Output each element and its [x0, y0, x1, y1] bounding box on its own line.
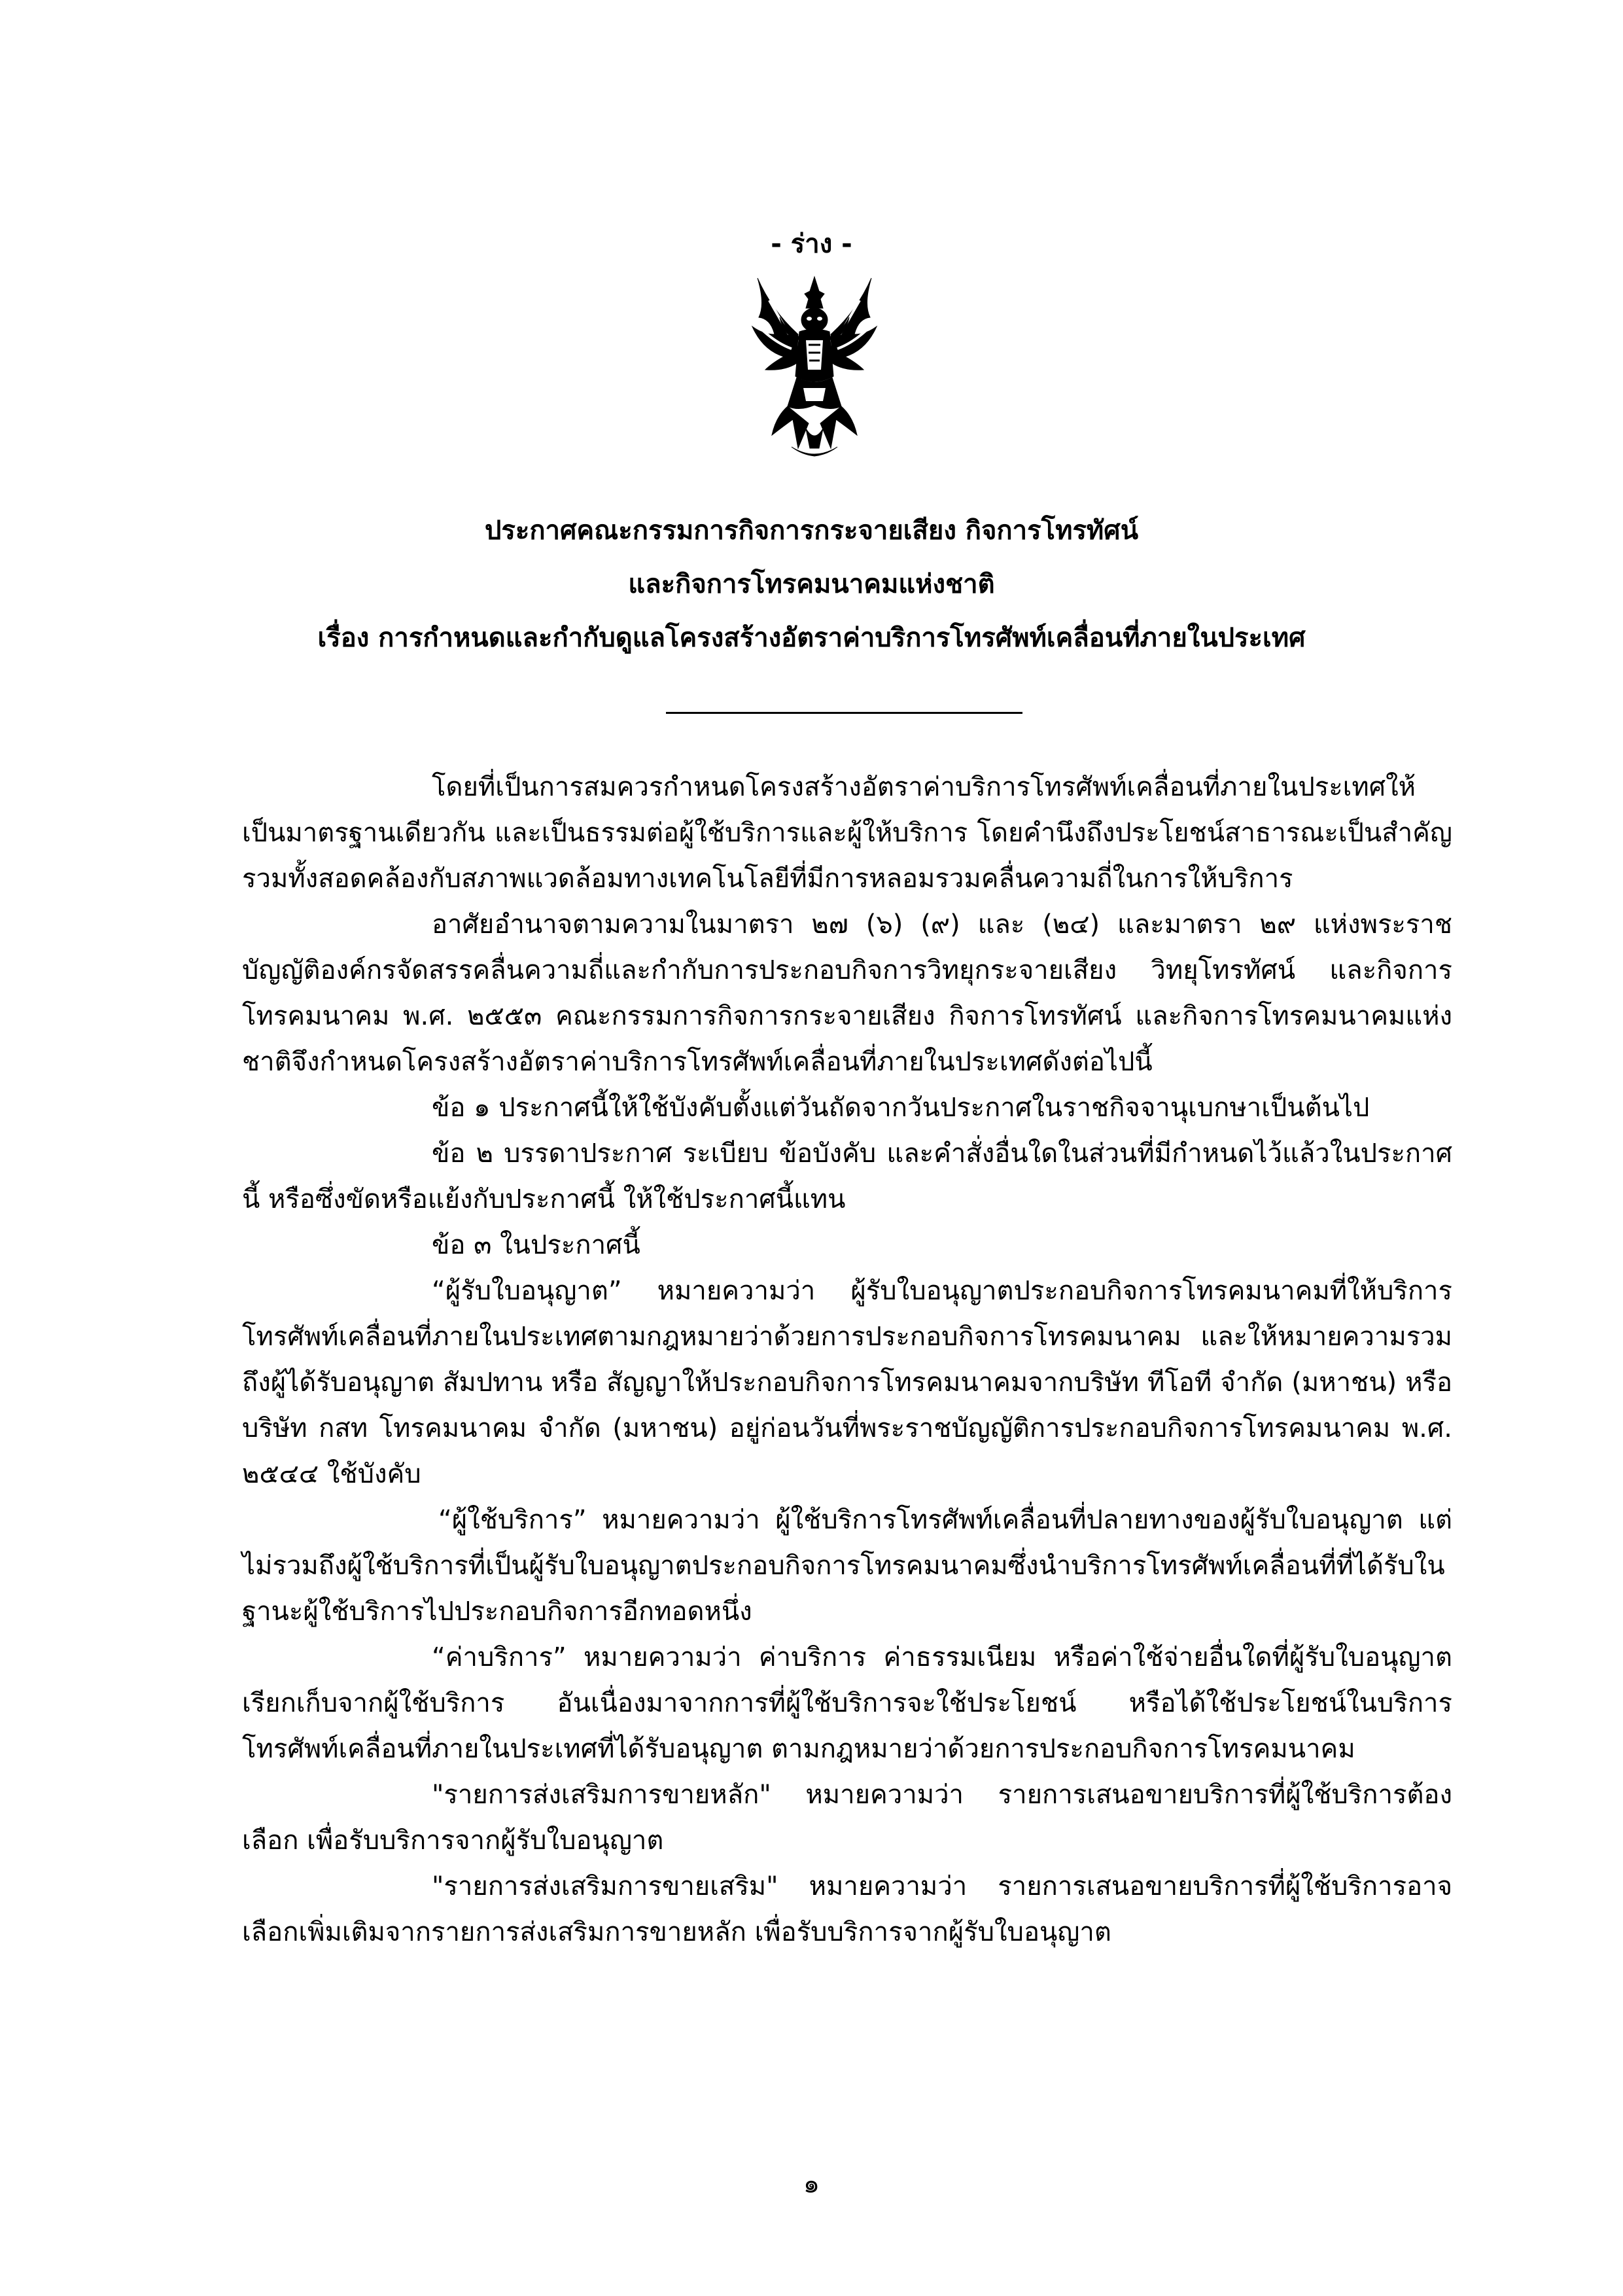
paragraph-preamble: โดยที่เป็นการสมควรกำหนดโครงสร้างอัตราค่าบริการโทรศัพท์เคลื่อนที่ภายในประเทศให้เป็นมาตรฐานเดียวกัน และเป็นธรรมต่อผู้ใช้บริการและผู้ให้บริการ โดยคำนึงถึงประโยชน์สาธารณะเป็นสำคัญ รวมทั้งสอดคล้องกับสภาพแวดล้อมทางเทคโนโลยีที่มีการหลอมรวมคลื่นความถี่ในการให้บริการ	[242, 772, 1452, 894]
definition-service-charge: “ค่าบริการ” หมายความว่า ค่าบริการ ค่าธรรมเนียม หรือค่าใช้จ่ายอื่นใดที่ผู้รับใบอนุญาตเรียกเก็บจากผู้ใช้บริการ อันเนื่องมาจากการที่ผู้ใช้บริการจะใช้ประโยชน์ หรือได้ใช้ประโยชน์ในบริการโทรศัพท์เคลื่อนที่ภายในประเทศที่ได้รับอนุญาต ตามกฎหมายว่าด้วยการประกอบกิจการโทรคมนาคม	[242, 1642, 1452, 1764]
clause-1: ข้อ ๑ ประกาศนี้ให้ใช้บังคับตั้งแต่วันถัดจากวันประกาศในราชกิจจานุเบกษาเป็นต้นไป	[432, 1093, 1370, 1123]
document-body	[242, 764, 1452, 1955]
clause-3: ข้อ ๓ ในประกาศนี้	[432, 1230, 640, 1260]
definition-main-promotion: "รายการส่งเสริมการขายหลัก" หมายความว่า รายการเสนอขายบริการที่ผู้ใช้บริการต้องเลือก เพื่อรับบริการจากผู้รับใบอนุญาต	[242, 1780, 1452, 1856]
title-line-2: และกิจการโทรคมนาคมแห่งชาติ	[628, 569, 995, 599]
paragraph-authority: อาศัยอำนาจตามความในมาตรา ๒๗ (๖) (๙) และ (๒๔) และมาตรา ๒๙ แห่งพระราชบัญญัติองค์กรจัดสรรคลื่นความถี่และกำกับการประกอบกิจการวิทยุกระจายเสียง วิทยุโทรทัศน์ และกิจการโทรคมนาคม พ.ศ. ๒๕๕๓ คณะกรรมการกิจการกระจายเสียง กิจการโทรทัศน์ และกิจการโทรคมนาคมแห่งชาติจึงกำหนดโครงสร้างอัตราค่าบริการโทรศัพท์เคลื่อนที่ภายในประเทศดังต่อไปนี้	[242, 910, 1452, 1077]
definition-user: “ผู้ใช้บริการ” หมายความว่า ผู้ใช้บริการโทรศัพท์เคลื่อนที่ปลายทางของผู้รับใบอนุญาต แต่ไม่รวมถึงผู้ใช้บริการที่เป็นผู้รับใบอนุญาตประกอบกิจการโทรคมนาคมซึ่งนำบริการโทรศัพท์เคลื่อนที่ที่ได้รับในฐานะผู้ใช้บริการไปประกอบกิจการอีกทอดหนึ่ง	[242, 1505, 1452, 1627]
draft-mark: - ร่าง -	[771, 229, 852, 259]
title-line-3: เรื่อง การกำหนดและกำกับดูแลโครงสร้างอัตราค่าบริการโทรศัพท์เคลื่อนที่ภายในประเทศ	[317, 623, 1306, 653]
definition-licensee: “ผู้รับใบอนุญาต” หมายความว่า ผู้รับใบอนุญาตประกอบกิจการโทรคมนาคมที่ให้บริการโทรศัพท์เคลื่อนที่ภายในประเทศตามกฎหมายว่าด้วยการประกอบกิจการโทรคมนาคม และให้หมายความรวมถึงผู้ได้รับอนุญาต สัมปทาน หรือ สัญญาให้ประกอบกิจการโทรคมนาคมจากบริษัท ทีโอที จำกัด (มหาชน) หรือ บริษัท กสท โทรคมนาคม จำกัด (มหาชน) อยู่ก่อนวันที่พระราชบัญญัติการประกอบกิจการโทรคมนาคม พ.ศ. ๒๕๔๔ ใช้บังคับ	[242, 1276, 1452, 1489]
page-number: ๑	[803, 2169, 820, 2199]
garuda-emblem-icon	[746, 272, 883, 461]
title-divider	[666, 712, 1022, 714]
title-line-1: ประกาศคณะกรรมการกิจการกระจายเสียง กิจการโทรทัศน์	[484, 516, 1139, 546]
definition-supplementary-promotion: "รายการส่งเสริมการขายเสริม" หมายความว่า รายการเสนอขายบริการที่ผู้ใช้บริการอาจเลือกเพิ่มเติมจากรายการส่งเสริมการขายหลัก เพื่อรับบริการจากผู้รับใบอนุญาต	[242, 1871, 1452, 1947]
document-title	[0, 504, 1623, 665]
clause-2: ข้อ ๒ บรรดาประกาศ ระเบียบ ข้อบังคับ และคำสั่งอื่นใดในส่วนที่มีกำหนดไว้แล้วในประกาศนี้ หรือซึ่งขัดหรือแย้งกับประกาศนี้ ให้ใช้ประกาศนี้แทน	[242, 1139, 1452, 1214]
